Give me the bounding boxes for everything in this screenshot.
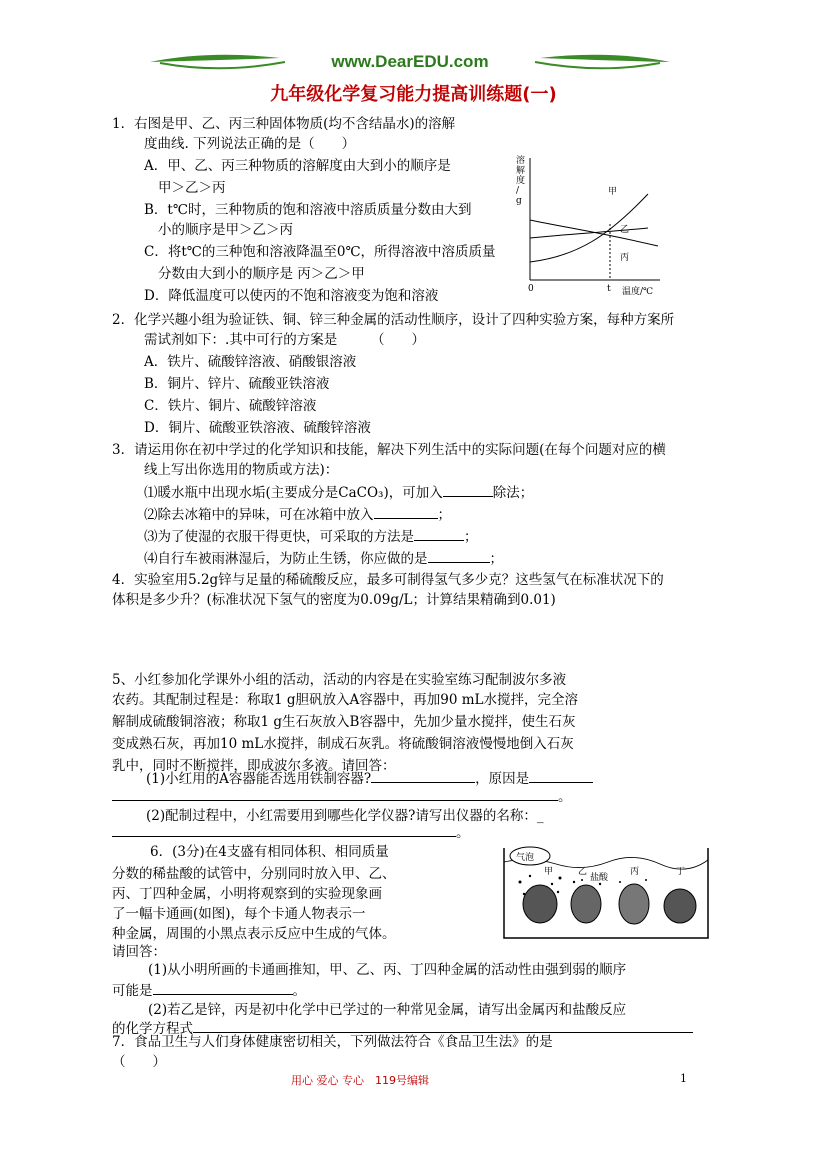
q5-part-1-cont: 。 [112,786,572,807]
label-bubble: 气泡 [516,853,535,863]
label-cartoon-ding: 丁 [676,867,686,877]
graph-y-label: 溶 解 度 / g [516,156,526,206]
curve-yi [530,228,648,238]
label-cartoon-jia: 甲 [544,867,554,877]
q5-line-4: 变成熟石灰，再加10 mL水搅拌，制成石灰乳。将硫酸铜溶液慢慢地倒入石灰 [112,736,574,752]
q4-line-2: 体积是多少升？(标准状况下氢气的密度为0.09g/L；计算结果精确到0.01) [112,592,556,608]
q2-option-c: C．铁片、铜片、硫酸锌溶液 [144,398,317,414]
q6-line-3: 丙、丁四种金属，小明将观察到的实验现象画 [112,886,382,902]
metal-jia [523,885,557,923]
site-url: www.DearEDU.com [331,52,489,71]
q7-line-2: （ ） [112,1054,166,1070]
q3-sub-4: ⑷自行车被雨淋湿后，为防止生锈，你应做的是 ； [144,548,503,569]
q1-option-a: A．甲、乙、丙三种物质的溶解度由大到小的顺序是 [144,158,451,174]
q3-sub-1: ⑴暖水瓶中出现水垢(主要成分是CaCO₃)，可加入 除法； [144,482,533,503]
q2-stem-1: 2．化学兴趣小组为验证铁、铜、锌三种金属的活动性顺序，设计了四种实验方案，每种方案所 [112,312,675,328]
label-yi: 乙 [620,225,630,235]
page-title: 九年级化学复习能力提高训练题(一) [270,84,557,105]
metal-ding [664,889,696,923]
q1-option-c-cont: 分数由大到小的顺序是 丙＞乙＞甲 [158,266,365,282]
label-x-axis: 温度/℃ [622,287,654,297]
label-acid: 盐酸 [590,873,609,883]
q5-part-2: (2)配制过程中，小红需要用到哪些化学仪器?请写出仪器的名称：_ [146,808,544,824]
q6-line-6: 请回答： [112,944,166,960]
q1-option-b-cont: 小的顺序是甲＞乙＞丙 [158,222,293,238]
curve-jia [530,194,648,262]
header-banner [150,48,670,78]
label-bing: 丙 [620,253,630,263]
label-cartoon-bing: 丙 [630,867,640,877]
page-number: 1 [680,1072,687,1085]
q1-stem-1: 1．右图是甲、乙、丙三种固体物质(均不含结晶水)的溶解 [112,116,456,132]
solubility-graph [508,152,670,300]
q1-option-d: D．降低温度可以使丙的不饱和溶液变为饱和溶液 [144,288,439,304]
footer-text: 用心 爱心 专心 119号编辑 [291,1074,429,1087]
label-jia: 甲 [608,187,618,197]
q6-line-1: 6．(3分)在4支盛有相同体积、相同质量 [150,844,389,860]
q2-option-b: B．铜片、锌片、硫酸亚铁溶液 [144,376,330,392]
q5-line-3: 解制成硫酸铜溶液；称取1 g生石灰放入B容器中，先加少量水搅拌，使生石灰 [112,714,576,730]
q2-option-d: D．铜片、硫酸亚铁溶液、硫酸锌溶液 [144,420,371,436]
q6-line-4: 了一幅卡通画(如图)，每个卡通人物表示一 [112,906,366,922]
q6-part-1-cont: 可能是 。 [112,980,306,1001]
q1-option-b: B．t℃时，三种物质的饱和溶液中溶质质量分数由大到 [144,202,472,218]
metal-cartoon [500,842,712,942]
q5-line-5: 乳中，同时不断搅拌，即成波尔多液。请回答： [112,758,396,774]
q6-line-5: 种金属，周围的小黑点表示反应中生成的气体。 [112,926,396,942]
q6-part-1: (1)从小明所画的卡通画推知，甲、乙、丙、丁四种金属的活动性由强到弱的顺序 [148,962,627,978]
q3-stem-1: 3．请运用你在初中学过的化学知识和技能，解决下列生活中的实际问题(在每个问题对应的横 [112,442,666,458]
q3-stem-2: 线上写出你选用的物质或方法)： [144,462,339,478]
q1-stem-2: 度曲线. 下列说法正确的是（ ） [144,136,356,152]
q5-line-2: 农药。其配制过程是：称取1 g胆矾放入A容器中，再加90 mL水搅拌，完全溶 [112,692,579,708]
metal-bing [619,884,649,924]
q5-part-1: (1)小红用的A容器能否选用铁制容器? ，原因是 [146,768,593,789]
q3-sub-2: ⑵除去冰箱中的异味，可在冰箱中放入 ； [144,504,451,525]
q2-option-a: A．铁片、硫酸锌溶液、硝酸银溶液 [144,354,357,370]
q6-part-2: (2)若乙是锌，丙是初中化学中已学过的一种常见金属，请写出金属丙和盐酸反应 [148,1002,627,1018]
label-cartoon-yi: 乙 [578,867,588,877]
metal-yi [571,885,601,923]
q1-option-c: C．将t℃的三种饱和溶液降温至0℃，所得溶液中溶质质量 [144,244,496,260]
q4-line-1: 4．实验室用5.2g锌与足量的稀硫酸反应，最多可制得氢气多少克？这些氢气在标准状况下的 [112,572,664,588]
q7-line-1: 7．食品卫生与人们身体健康密切相关，下列做法符合《食品卫生法》的是 [112,1034,553,1050]
q6-part-2-cont: 的化学方程式 [112,1018,693,1039]
label-t: t [607,284,611,294]
q1-option-a-cont: 甲＞乙＞丙 [158,180,226,196]
q2-stem-2: 需试剂如下：.其中可行的方案是 （ ） [144,332,426,348]
q5-line-1: 5、小红参加化学课外小组的活动，活动的内容是在实验室练习配制波尔多液 [112,672,567,688]
q5-part-2-cont: 。 [112,822,470,843]
q6-line-2: 分数的稀盐酸的试管中，分别同时放入甲、乙、 [112,866,396,882]
q3-sub-3: ⑶为了使湿的衣服干得更快，可采取的方法是 ； [144,526,478,547]
label-origin: 0 [528,284,534,294]
